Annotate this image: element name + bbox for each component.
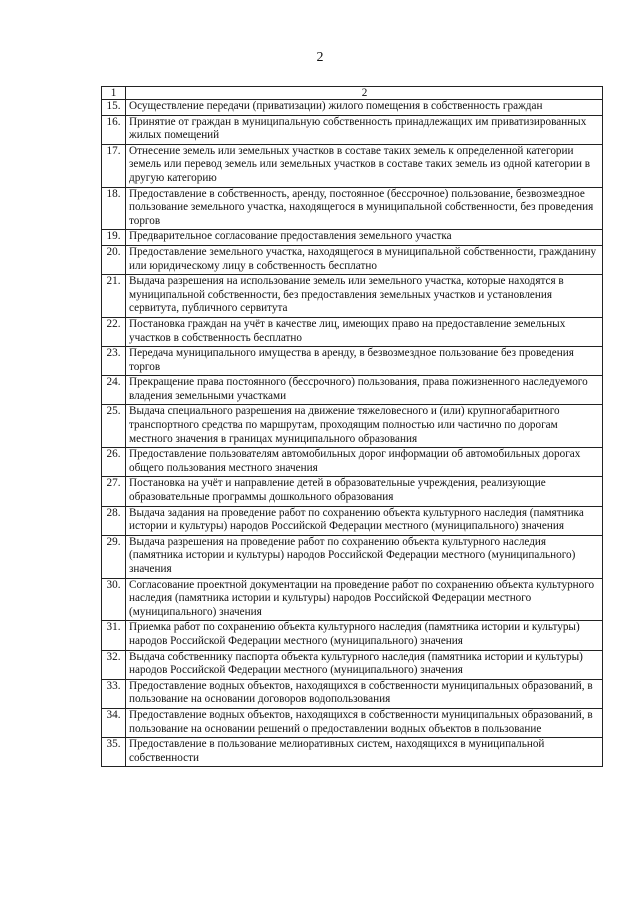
row-number: 22. bbox=[102, 317, 126, 346]
page-number: 2 bbox=[316, 50, 324, 65]
service-name: Осуществление передачи (приватизации) жилого помещения в собственность граждан bbox=[126, 100, 603, 116]
table-row bbox=[102, 621, 603, 650]
table-header-row bbox=[102, 87, 603, 100]
service-name: Согласование проектной документации на проведение работ по сохранению объекта культурного наследия (памятника истории и культуры) народов Российской Федерации местного (муниципального) значения bbox=[126, 578, 603, 621]
row-number: 26. bbox=[102, 448, 126, 477]
table-row bbox=[102, 144, 603, 187]
service-name: Выдача разрешения на проведение работ по сохранению объекта культурного наследия (памятника истории и культуры) народов Российской Федерации местного (муниципального) значения bbox=[126, 535, 603, 578]
service-name: Предварительное согласование предоставления земельного участка bbox=[126, 230, 603, 246]
row-number: 34. bbox=[102, 708, 126, 737]
services-table bbox=[101, 86, 603, 767]
service-name: Отнесение земель или земельных участков в составе таких земель к определенной категории земель или перевод земель или земельных участков в составе таких земель из одной категории в другую категорию bbox=[126, 144, 603, 187]
row-number: 33. bbox=[102, 679, 126, 708]
service-name: Предоставление водных объектов, находящихся в собственности муниципальных образований, в пользование на основании решений о предоставлении водных объектов в пользование bbox=[126, 708, 603, 737]
row-number: 27. bbox=[102, 477, 126, 506]
header-col-service: 2 bbox=[126, 87, 603, 100]
row-number: 23. bbox=[102, 347, 126, 376]
service-name: Предоставление земельного участка, находящегося в муниципальной собственности, гражданину или юридическому лицу в собственность бесплатно bbox=[126, 245, 603, 274]
service-name: Приемка работ по сохранению объекта культурного наследия (памятника истории и культуры) народов Российской Федерации местного (муниципального) значения bbox=[126, 621, 603, 650]
table-row bbox=[102, 245, 603, 274]
row-number: 15. bbox=[102, 100, 126, 116]
service-name: Передача муниципального имущества в аренду, в безвозмездное пользование без проведения торгов bbox=[126, 347, 603, 376]
table-row bbox=[102, 376, 603, 405]
table-row bbox=[102, 506, 603, 535]
table-row bbox=[102, 477, 603, 506]
row-number: 35. bbox=[102, 738, 126, 767]
table-row bbox=[102, 578, 603, 621]
service-name: Выдача собственнику паспорта объекта культурного наследия (памятника истории и культуры) народов Российской Федерации местного (муниципального) значения bbox=[126, 650, 603, 679]
row-number: 30. bbox=[102, 578, 126, 621]
table-row bbox=[102, 100, 603, 116]
service-name: Предоставление в пользование мелиоративных систем, находящихся в муниципальной собственности bbox=[126, 738, 603, 767]
table-row bbox=[102, 317, 603, 346]
table-row bbox=[102, 115, 603, 144]
row-number: 18. bbox=[102, 187, 126, 230]
row-number: 17. bbox=[102, 144, 126, 187]
service-name: Выдача задания на проведение работ по сохранению объекта культурного наследия (памятника истории и культуры) народов Российской Федерации местного (муниципального) значения bbox=[126, 506, 603, 535]
service-name: Выдача специального разрешения на движение тяжеловесного и (или) крупногабаритного транспортного средства по маршрутам, проходящим полностью или частично по дорогам местного значения в границах муниципального образования bbox=[126, 405, 603, 448]
service-name: Принятие от граждан в муниципальную собственность принадлежащих им приватизированных жилых помещений bbox=[126, 115, 603, 144]
table-row bbox=[102, 650, 603, 679]
table-row bbox=[102, 738, 603, 767]
table-row bbox=[102, 448, 603, 477]
table-row bbox=[102, 347, 603, 376]
row-number: 32. bbox=[102, 650, 126, 679]
service-name: Предоставление в собственность, аренду, постоянное (бессрочное) пользование, безвозмездное пользование земельного участка, находящегося в муниципальной собственности, без проведения торгов bbox=[126, 187, 603, 230]
row-number: 21. bbox=[102, 275, 126, 318]
table-row bbox=[102, 535, 603, 578]
row-number: 24. bbox=[102, 376, 126, 405]
row-number: 19. bbox=[102, 230, 126, 246]
table-row bbox=[102, 187, 603, 230]
service-name: Предоставление пользователям автомобильных дорог информации об автомобильных дорогах общего пользования местного значения bbox=[126, 448, 603, 477]
table-row bbox=[102, 275, 603, 318]
table-row bbox=[102, 230, 603, 246]
row-number: 28. bbox=[102, 506, 126, 535]
service-name: Предоставление водных объектов, находящихся в собственности муниципальных образований, в пользование на основании договоров водопользования bbox=[126, 679, 603, 708]
service-name: Постановка на учёт и направление детей в образовательные учреждения, реализующие образовательные программы дошкольного образования bbox=[126, 477, 603, 506]
row-number: 25. bbox=[102, 405, 126, 448]
service-name: Выдача разрешения на использование земель или земельного участка, которые находятся в муниципальной собственности, без предоставления земельных участков и установления сервитута, публичного сервитута bbox=[126, 275, 603, 318]
row-number: 16. bbox=[102, 115, 126, 144]
row-number: 29. bbox=[102, 535, 126, 578]
header-col-number: 1 bbox=[102, 87, 126, 100]
row-number: 31. bbox=[102, 621, 126, 650]
table-row bbox=[102, 679, 603, 708]
row-number: 20. bbox=[102, 245, 126, 274]
service-name: Постановка граждан на учёт в качестве лиц, имеющих право на предоставление земельных участков в собственность бесплатно bbox=[126, 317, 603, 346]
table-row bbox=[102, 405, 603, 448]
table-row bbox=[102, 708, 603, 737]
service-name: Прекращение права постоянного (бессрочного) пользования, права пожизненного наследуемого владения земельными участками bbox=[126, 376, 603, 405]
